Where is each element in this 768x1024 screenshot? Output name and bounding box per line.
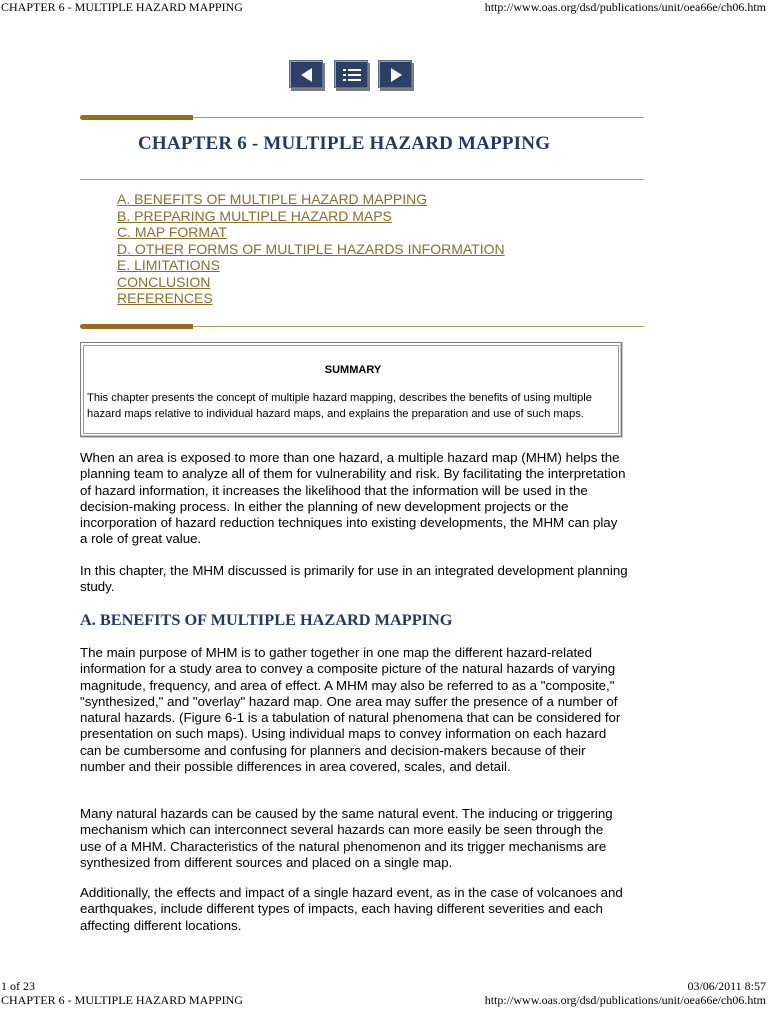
next-chapter-button[interactable] (378, 60, 412, 88)
decorative-rule (80, 115, 644, 121)
intro-paragraph: In this chapter, the MHM discussed is primarily for use in an integrated development planning study. (80, 563, 628, 595)
divider (80, 179, 644, 180)
table-of-contents-icon (335, 61, 369, 89)
chapter-toc (117, 191, 537, 307)
body-paragraph: Many natural hazards can be caused by the same natural event. The inducing or triggering mechanism which can interconnect several hazards can more easily be seen through the use of a MHM. Characteristics of the natural phenomenon and its trigger mechanisms are synthesized from different sources and placed on a single map. (80, 806, 613, 870)
summary-box (80, 342, 622, 437)
table-of-contents-button[interactable] (334, 60, 368, 88)
print-datetime: 03/06/2011 8:57 (687, 979, 766, 993)
print-header-title: CHAPTER 6 - MULTIPLE HAZARD MAPPING (1, 0, 243, 14)
body-paragraph: The main purpose of MHM is to gather together in one map the different hazard-related information for a study area to convey a composite picture of the natural hazards of varying magnitude, frequency, and area of effect. A MHM may also be referred to as a "composite," "synthesized," and "overlay" hazard map. One area may suffer the presence of a number of natural hazards. (Figure 6-1 is a tabulation of natural phenomena that can be considered for presentation on such maps). Using individual maps to convey information on each hazard can be cumbersome and confusing for planners and decision-makers because of their number and their possible differences in area covered, scales, and detail. (80, 645, 621, 775)
summary-title: SUMMARY (324, 364, 382, 376)
page-title: CHAPTER 6 - MULTIPLE HAZARD MAPPING (138, 133, 551, 154)
print-footer (0, 979, 768, 1024)
print-header-url: http://www.oas.org/dsd/publications/unit/oea66e/ch06.htm (484, 0, 766, 14)
chapter-navigation (289, 60, 413, 92)
left-arrow-icon (290, 61, 324, 89)
print-header (0, 0, 768, 16)
print-footer-title: CHAPTER 6 - MULTIPLE HAZARD MAPPING (1, 993, 243, 1007)
toc-link-map-format[interactable]: C. MAP FORMAT (117, 224, 227, 240)
summary-text: This chapter presents the concept of multiple hazard mapping, describes the benefits of using multiple hazard maps relative to individual hazard maps, and explains the preparation and use of such maps. (87, 392, 592, 420)
right-arrow-icon (379, 61, 413, 89)
toc-link-other-forms[interactable]: D. OTHER FORMS OF MULTIPLE HAZARDS INFORMATION (117, 240, 505, 257)
toc-link-benefits[interactable]: A. BENEFITS OF MULTIPLE HAZARD MAPPING (117, 191, 428, 207)
decorative-rule (80, 324, 644, 330)
section-heading: A. BENEFITS OF MULTIPLE HAZARD MAPPING (80, 610, 453, 629)
toc-link-conclusion[interactable]: CONCLUSION (117, 273, 211, 290)
toc-link-preparing[interactable]: B. PREPARING MULTIPLE HAZARD MAPS (117, 207, 392, 224)
toc-link-references[interactable]: REFERENCES (117, 290, 213, 306)
previous-chapter-button[interactable] (289, 60, 323, 88)
body-paragraph: Additionally, the effects and impact of a single hazard event, as in the case of volcanoes and earthquakes, include different types of impacts, each having different severities and each affecting different locations. (80, 885, 623, 933)
page-count: 1 of 23 (1, 979, 35, 993)
toc-link-limitations[interactable]: E. LIMITATIONS (117, 257, 220, 273)
print-footer-url: http://www.oas.org/dsd/publications/unit/oea66e/ch06.htm (484, 993, 766, 1007)
intro-paragraph: When an area is exposed to more than one hazard, a multiple hazard map (MHM) helps the planning team to analyze all of them for vulnerability and risk. By facilitating the interpretation of hazard information, it increases the likelihood that the information will be used in the decision-making process. In either the planning of new development projects or the incorporation of hazard reduction techniques into existing developments, the MHM can play a role of great value. (80, 450, 626, 547)
